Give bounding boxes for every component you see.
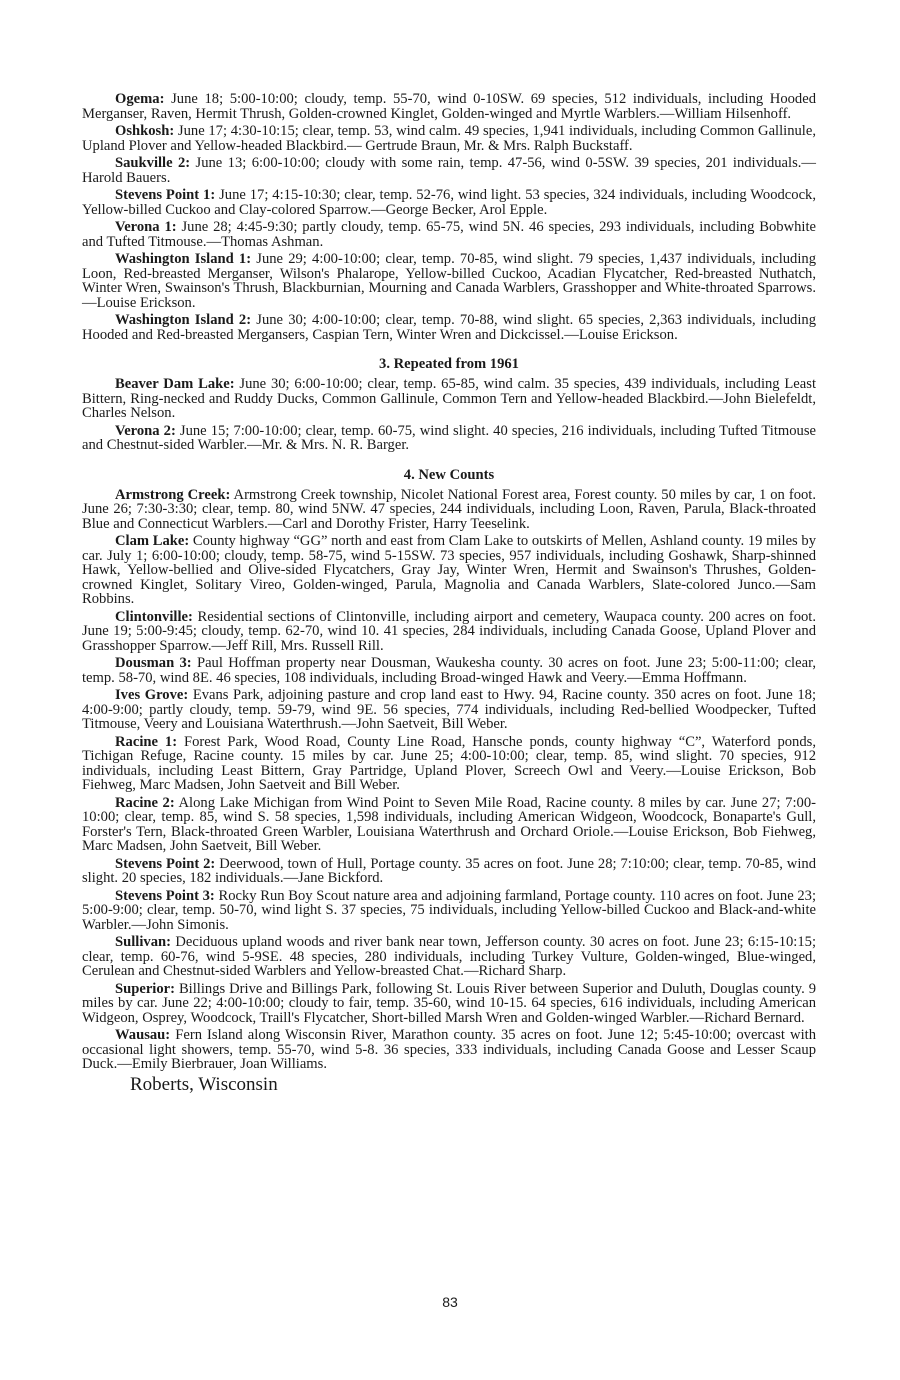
entry-location-name: Ogema: — [115, 91, 165, 107]
entry-details: June 13; 6:00-10:00; cloudy with some rain, temp. 47-56, wind 0-5SW. 39 species, 201 individuals.— Harold Bauers. — [82, 155, 816, 186]
count-entry — [82, 220, 816, 249]
entry-location-name: Racine 1: — [115, 733, 178, 750]
entry-details: County highway “GG” north and east from Clam Lake to outskirts of Mellen, Ashland county. 19 miles by car. July 1; 6:00-10:00; cloudy, temp. 58-75, wind 5-15SW. 73 species, 957 individuals, including Goshawk, Sharp-shinned Hawk, Yellow-bellied and Olive-sided Flycatchers, Gray Jay, Winter Wren, Hermit and Swainson's Thrushes, Golden-crowned Kinglet, Solitary Vireo, Golden-winged, Parula, Magnolia and Canada Warblers, Slate-colored Junco.—Sam Robbins. — [82, 533, 816, 607]
entry-location-name: Wausau: — [115, 1027, 171, 1043]
entry-details: Deerwood, town of Hull, Portage county. 35 acres on foot. June 28; 7:10:00; clear, temp. 70-85, wind slight. 20 species, 182 individuals.—Jane Bickford. — [82, 855, 816, 886]
count-entry — [82, 857, 816, 886]
entry-location-name: Saukville 2: — [115, 155, 191, 171]
count-entry — [82, 889, 816, 933]
entry-location-name: Racine 2: — [115, 794, 175, 811]
count-entry — [82, 935, 816, 979]
section-4-heading: 4. New Counts — [403, 466, 495, 483]
count-entry — [82, 92, 816, 121]
count-entry — [82, 1028, 816, 1072]
count-entry — [82, 252, 816, 310]
count-entry — [82, 313, 816, 342]
count-entry — [82, 982, 816, 1026]
entry-details: June 17; 4:15-10:30; clear, temp. 52-76, wind light. 53 species, 324 individuals, including Woodcock, Yellow-billed Cuckoo and Clay-colored Sparrow.—George Becker, Arol Epple. — [82, 187, 816, 218]
entry-location-name: Dousman 3: — [115, 655, 192, 671]
count-entry — [82, 534, 816, 607]
count-entry — [82, 688, 816, 732]
page-body — [82, 92, 816, 1095]
section-4-entries — [82, 488, 816, 1072]
entry-details: June 30; 4:00-10:00; clear, temp. 70-88, wind slight. 65 species, 2,363 individuals, including Hooded and Red-breasted Mergansers, Caspian Tern, Winter Wren and Dickcissel.—Louise Erickson. — [82, 312, 816, 343]
entry-details: June 17; 4:30-10:15; clear, temp. 53, wind calm. 49 species, 1,941 individuals, including Common Gallinule, Upland Plover and Yellow-headed Blackbird.— Gertrude Braun, Mr. & Mrs. Ralph Buckstaff. — [82, 123, 816, 154]
entry-location-name: Stevens Point 2: — [115, 855, 216, 872]
section-3-heading: 3. Repeated from 1961 — [379, 356, 519, 372]
entry-details: Fern Island along Wisconsin River, Marathon county. 35 acres on foot. June 12; 5:45-10:00; overcast with occasional light showers, temp. 55-70, wind 5-8. 36 species, 333 individuals, including Canada Goose and Lesser Scaup Duck.—Emily Bierbrauer, Joan Williams. — [82, 1027, 816, 1072]
count-entry — [82, 488, 816, 532]
entry-location-name: Superior: — [115, 980, 175, 997]
count-entry — [82, 656, 816, 685]
entry-details: Armstrong Creek township, Nicolet National Forest area, Forest county. 50 miles by car, 1 on foot. June 26; 7:30-3:30; clear, temp. 80, wind 5NW. 47 species, 244 individuals, including Loon, Raven, Parula, Black-throated Blue and Connecticut Warblers.—Carl and Dorothy Frister, Harry Teeselink. — [82, 486, 817, 532]
entry-location-name: Stevens Point 1: — [115, 187, 216, 203]
entry-details: June 29; 4:00-10:00; clear, temp. 70-85, wind slight. 79 species, 1,437 individuals, including Loon, Red-breasted Merganser, Wilson's Phalarope, Yellow-billed Cuckoo, Acadian Flycatcher, Red-breasted Nuthatch, Winter Wren, Swainson's Thrush, Blackburnian, Mourning and Canada Warblers, Grasshopper and White-throated Sparrows.—Louise Erickson. — [82, 251, 816, 311]
entry-location-name: Verona 1: — [115, 219, 177, 235]
entry-details: Rocky Run Boy Scout nature area and adjoining farmland, Portage county. 110 acres on foot. June 23; 5:00-9:00; clear, temp. 50-70, wind light S. 37 species, 75 individuals, including Yellow-billed Cuckoo and Black-and-white Warbler.—John Simonis. — [82, 887, 816, 933]
entry-details: June 15; 7:00-10:00; clear, temp. 60-75, wind slight. 40 species, 216 individuals, including Tufted Titmouse and Chestnut-sided Warbler.—Mr. & Mrs. N. R. Barger. — [82, 422, 816, 453]
entry-location-name: Washington Island 1: — [115, 251, 252, 267]
section-3-entries — [82, 377, 816, 453]
count-entry — [82, 188, 816, 217]
entry-location-name: Ives Grove: — [115, 687, 189, 703]
entry-details: Deciduous upland woods and river bank near town, Jefferson county. 30 acres on foot. June 23; 6:15-10:15; clear, temp. 60-76, wind 5-9SE. 48 species, 280 individuals, including Turkey Vulture, Golden-winged, Blue-winged, Cerulean and Chestnut-sided Warblers and Yellow-breasted Chat.—Richard Sharp. — [82, 934, 817, 979]
count-entry — [82, 377, 816, 421]
entry-details: June 28; 4:45-9:30; partly cloudy, temp. 65-75, wind 5N. 46 species, 293 individuals, including Bobwhite and Tufted Titmouse.—Thomas Ashman. — [82, 219, 816, 250]
entry-details: Paul Hoffman property near Dousman, Waukesha county. 30 acres on foot. June 23; 5:00-11:00; clear, temp. 58-70, wind 8E. 46 species, 108 individuals, including Broad-winged Hawk and Veery.—Emma Hoffmann. — [82, 655, 816, 686]
entry-details: Billings Drive and Billings Park, following St. Louis River between Superior and Duluth, Douglas county. 9 miles by car. June 22; 4:00-10:00; cloudy to fair, temp. 35-60, wind 10-15. 64 species, 616 individuals, including American Widgeon, Osprey, Woodcock, Traill's Flycatcher, Short-billed Marsh Wren and Golden-winged Warbler.—Richard Bernard. — [82, 980, 816, 1026]
count-entry — [82, 735, 816, 793]
count-entry — [82, 124, 816, 153]
entry-details: June 18; 5:00-10:00; cloudy, temp. 55-70, wind 0-10SW. 69 species, 512 individuals, including Hooded Merganser, Raven, Hermit Thrush, Golden-crowned Kinglet, Golden-winged and Myrtle Warblers.—William Hilsenhoff. — [82, 91, 817, 122]
count-entry — [82, 156, 816, 185]
entry-location-name: Washington Island 2: — [115, 312, 252, 328]
top-entries — [82, 92, 816, 342]
entry-location-name: Clintonville: — [115, 608, 193, 625]
count-entry — [82, 610, 816, 654]
entry-details: June 30; 6:00-10:00; clear, temp. 65-85, wind calm. 35 species, 439 individuals, including Least Bittern, Ring-necked and Ruddy Ducks, Common Gallinule, Common Tern and Yellow-headed Blackbird.—John Bielefeldt, Charles Nelson. — [82, 376, 816, 421]
entry-location-name: Oshkosh: — [115, 123, 175, 139]
entry-location-name: Stevens Point 3: — [115, 887, 215, 904]
count-entry — [82, 796, 816, 854]
count-entry — [82, 424, 816, 453]
footer-note: Roberts, Wisconsin — [130, 1073, 278, 1095]
entry-location-name: Verona 2: — [115, 422, 176, 439]
page-number: 83 — [442, 1294, 458, 1310]
entry-details: Residential sections of Clintonville, including airport and cemetery, Waupaca county. 200 acres on foot. June 19; 5:00-9:45; cloudy, temp. 62-70, wind 10. 41 species, 284 individuals, including Canada Goose, Upland Plover and Grasshopper Sparrow.—Jeff Rill, Mrs. Russell Rill. — [82, 608, 816, 654]
entry-location-name: Beaver Dam Lake: — [115, 376, 235, 392]
entry-location-name: Sullivan: — [115, 934, 171, 950]
entry-details: Evans Park, adjoining pasture and crop land east to Hwy. 94, Racine county. 350 acres on foot. June 18; 4:00-9:00; partly cloudy, temp. 59-79, wind 9E. 56 species, 774 individuals, including Red-bellied Woodpecker, Tufted Titmouse, Veery and Louisiana Waterthrush.—John Saetveit, Bill Weber. — [82, 687, 816, 732]
entry-location-name: Armstrong Creek: — [115, 486, 231, 503]
entry-location-name: Clam Lake: — [115, 533, 190, 549]
entry-details: Along Lake Michigan from Wind Point to Seven Mile Road, Racine county. 8 miles by car. June 27; 7:00-10:00; clear, temp. 85, wind S. 58 species, 1,598 individuals, including American Widgeon, Woodcock, Bonaparte's Gull, Forster's Tern, Black-throated Green Warbler, Louisiana Waterthrush and Orchard Oriole.—Louise Erickson, Bob Fiehweg, Marc Madsen, John Saetveit, Bill Weber. — [82, 794, 816, 854]
entry-details: Forest Park, Wood Road, County Line Road, Hansche ponds, county highway “C”, Waterford ponds, Tichigan Refuge, Racine county. 15 miles by car. June 25; 4:00-10:00; clear, temp. 85, wind slight. 70 species, 912 individuals, including Least Bittern, Gray Partridge, Upland Plover, Screech Owl and Veery.—Louise Erickson, Bob Fiehweg, Marc Madsen, John Saetveit and Bill Weber. — [82, 733, 816, 793]
